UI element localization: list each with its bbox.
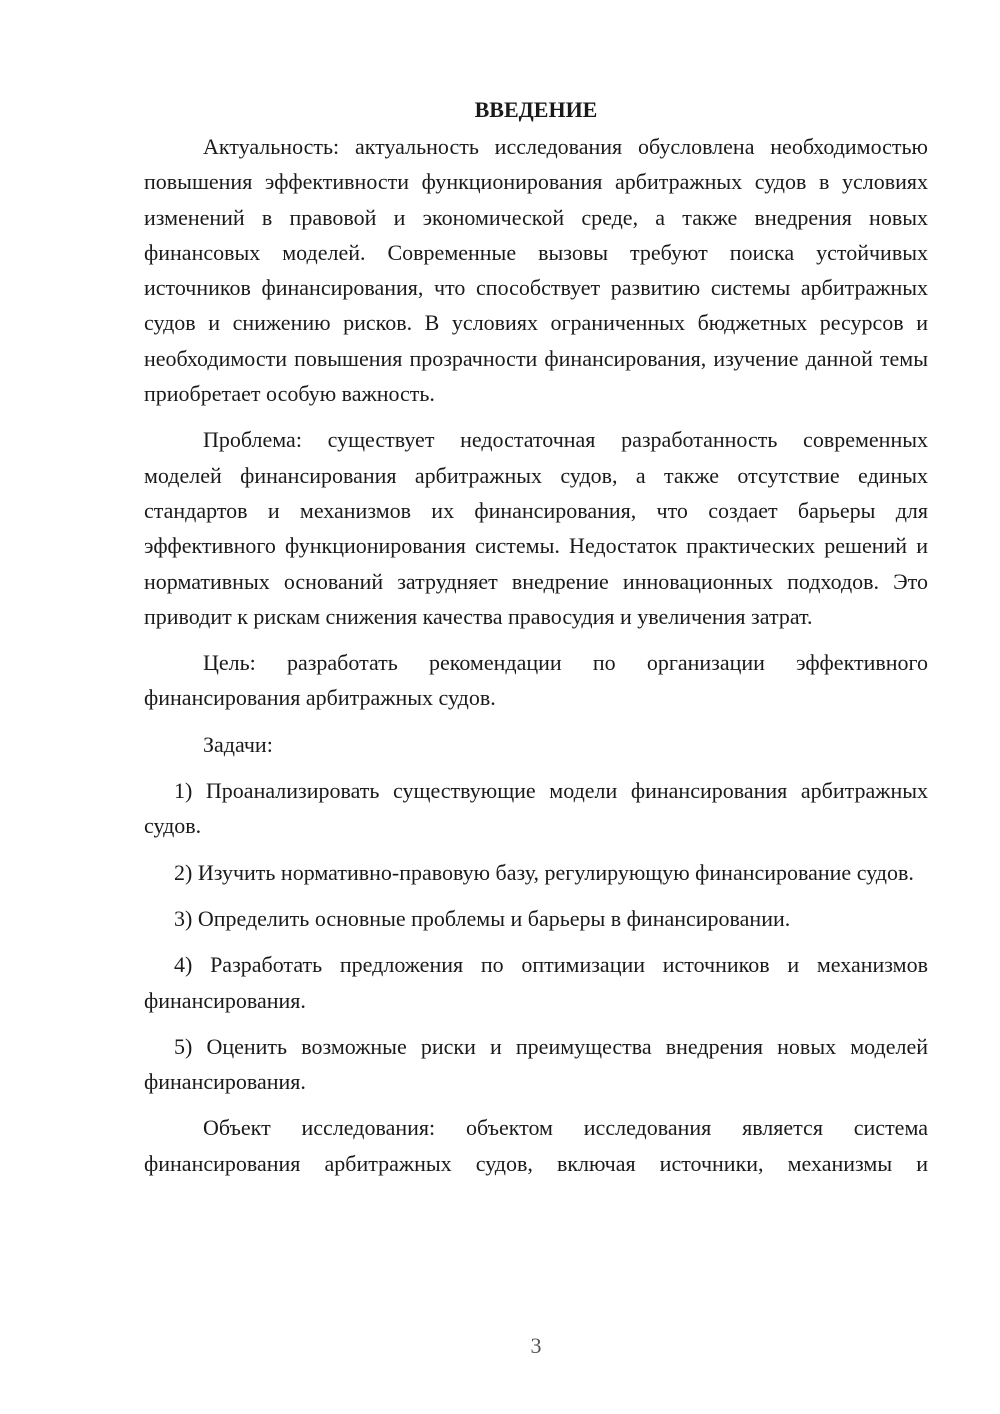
relevance-paragraph: Актуальность: актуальность исследования обусловлена необходимостью повышения эффективности функционирования арбитражных судов в условиях изменений в правовой и экономической среде, а также внедрения новых финансовых моделей. Современные вызовы требуют поиска устойчивых источников финансирования, что способствует развитию системы арбитражных судов и снижению рисков. В условиях ограниченных бюджетных ресурсов и необходимости повышения прозрачности финансирования, изучение данной темы приобретает особую важность.	[144, 134, 928, 407]
page-number: 3	[530, 1333, 542, 1358]
tasks-heading: Задачи:	[203, 731, 273, 757]
task-item: 2) Изучить нормативно-правовую базу, регулирующую финансирование судов.	[174, 859, 914, 885]
task-item: 3) Определить основные проблемы и барьеры в финансировании.	[174, 905, 791, 931]
problem-paragraph: Проблема: существует недостаточная разработанность современных моделей финансирования арбитражных судов, а также отсутствие единых стандартов и механизмов их финансирования, что создает барьеры для эффективного функционирования системы. Недостаток практических решений и нормативных оснований затрудняет внедрение инновационных подходов. Это приводит к рискам снижения качества правосудия и увеличения затрат.	[144, 427, 928, 629]
task-item: 4) Разработать предложения по оптимизации источников и механизмов финансирования.	[144, 952, 928, 1013]
document-page	[144, 92, 928, 1192]
section-title: ВВЕДЕНИЕ	[474, 97, 598, 122]
goal-paragraph: Цель: разработать рекомендации по организации эффективного финансирования арбитражных судов.	[144, 650, 928, 711]
object-paragraph: Объект исследования: объектом исследования является система финансирования арбитражных судов, включая источники, механизмы и	[144, 1115, 928, 1176]
task-item: 5) Оценить возможные риски и преимущества внедрения новых моделей финансирования.	[144, 1033, 928, 1095]
task-item: 1) Проанализировать существующие модели финансирования арбитражных судов.	[144, 778, 928, 839]
